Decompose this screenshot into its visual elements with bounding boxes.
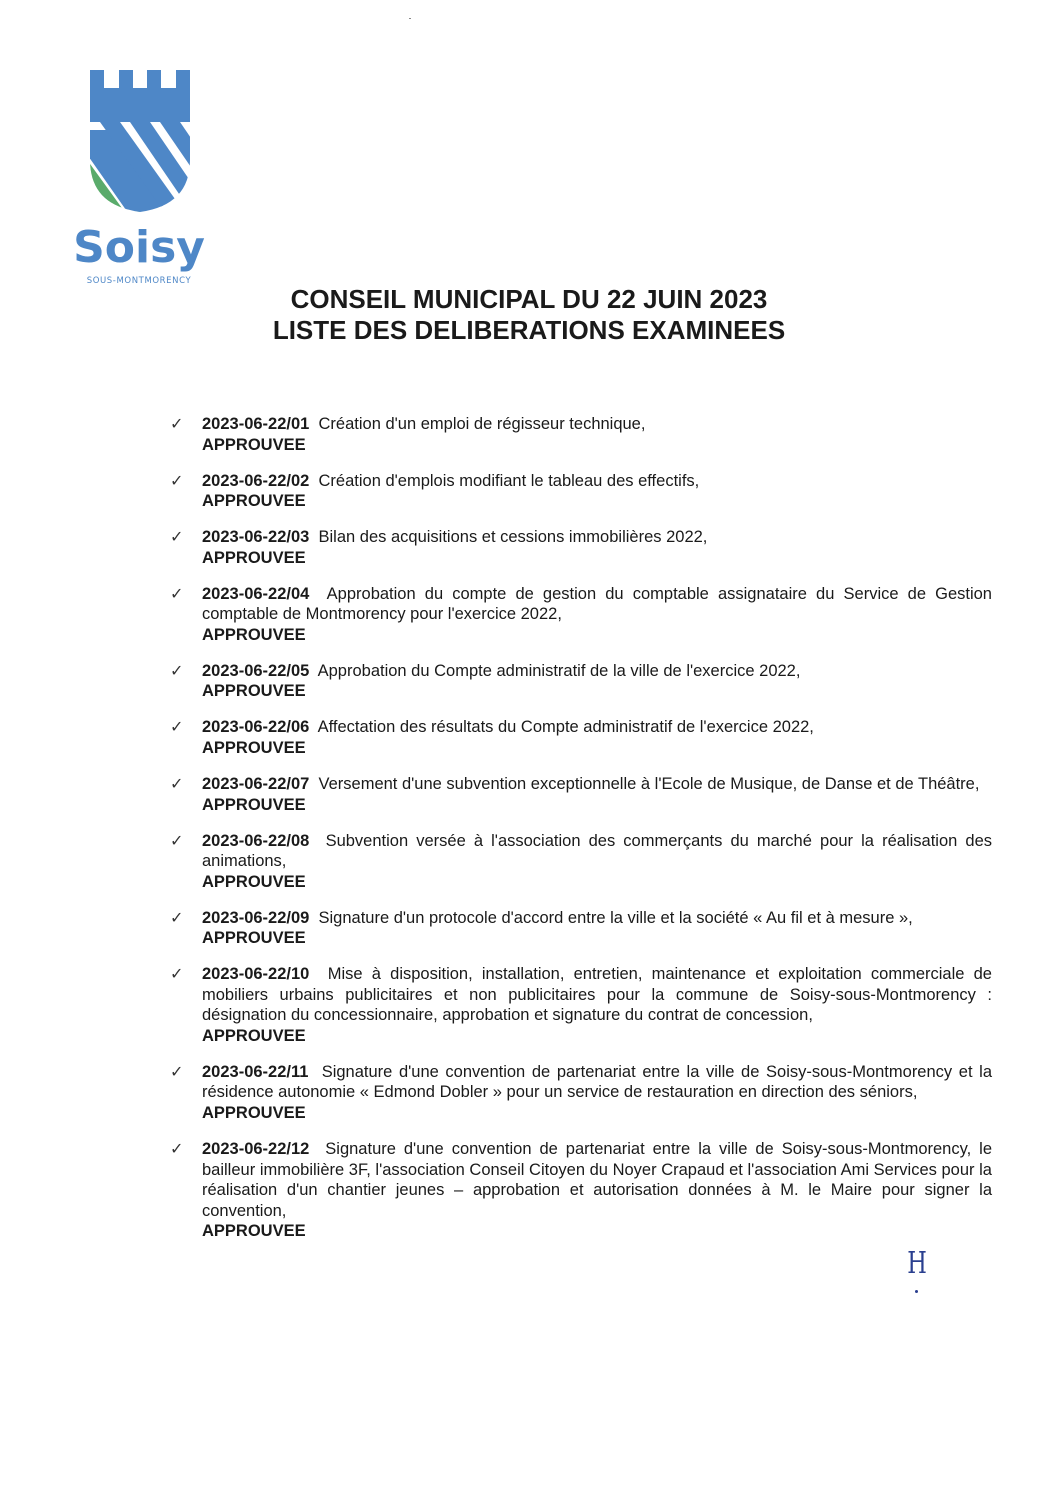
deliberation-description: Affectation des résultats du Compte administratif de l'exercice 2022,: [317, 718, 814, 737]
deliberation-text-block: [202, 584, 992, 625]
checkmark-icon: ✓: [170, 529, 184, 547]
deliberation-status: APPROUVEE: [202, 682, 306, 701]
deliberation-description: Approbation du compte de gestion du comptable assignataire du Service de Gestion comptable de Montmorency pour l'exercice 2022,: [202, 584, 992, 624]
deliberation-ref: 2023-06-22/04: [202, 584, 310, 603]
deliberation-status: APPROUVEE: [202, 1103, 306, 1122]
deliberation-item: [168, 527, 992, 568]
deliberation-description: Bilan des acquisitions et cessions immobilières 2022,: [318, 528, 708, 547]
deliberation-item: [168, 774, 992, 815]
deliberation-text-block: [202, 831, 992, 872]
checkmark-icon: ✓: [170, 1063, 184, 1081]
deliberation-item: [168, 831, 992, 893]
deliberation-item: [168, 471, 992, 512]
initial-dot: [915, 1290, 918, 1293]
document-title: [0, 284, 1058, 346]
deliberation-description: Signature d'une convention de partenariat entre la ville de Soisy-sous-Montmorency et la résidence autonomie « Edmond Dobler » pour un service de restauration en direction des séniors,: [202, 1062, 993, 1102]
deliberation-description: Signature d'une convention de partenariat entre la ville de Soisy-sous-Montmorency, le bailleur immobilière 3F, l'association Conseil Citoyen du Noyer Crapaud et l'association Ami Services pour la réalisation d'un chantier jeunes – approbation et autorisation données à M. le Maire pour signer la convention,: [202, 1140, 993, 1220]
deliberation-item: [168, 1139, 992, 1242]
deliberation-text-block: [202, 471, 992, 492]
deliberation-status: APPROUVEE: [202, 435, 306, 454]
deliberation-ref: 2023-06-22/09: [202, 908, 310, 927]
castle-emblem-icon: [90, 70, 190, 220]
deliberation-description: Signature d'un protocole d'accord entre la ville et la société « Au fil et à mesure »,: [318, 908, 913, 927]
deliberation-text-block: [202, 774, 992, 795]
deliberation-status: APPROUVEE: [202, 625, 306, 644]
deliberation-item: [168, 584, 992, 646]
deliberation-text-block: [202, 964, 992, 1026]
deliberation-text-block: [202, 414, 992, 435]
title-line-2: LISTE DES DELIBERATIONS EXAMINEES: [272, 315, 786, 345]
checkmark-icon: ✓: [170, 416, 184, 433]
handwritten-initial: H: [907, 1246, 927, 1281]
deliberation-item: [168, 1062, 992, 1124]
deliberation-status: APPROUVEE: [202, 1222, 306, 1241]
checkmark-icon: ✓: [170, 909, 184, 927]
deliberation-ref: 2023-06-22/12: [202, 1140, 310, 1159]
deliberation-status: APPROUVEE: [202, 1026, 306, 1045]
deliberation-description: Subvention versée à l'association des commerçants du marché pour la réalisation des animations,: [202, 831, 993, 871]
deliberation-ref: 2023-06-22/06: [202, 718, 310, 737]
deliberation-item: [168, 717, 992, 758]
checkmark-icon: ✓: [170, 776, 184, 794]
checkmark-icon: ✓: [170, 585, 184, 603]
checkmark-icon: ✓: [170, 719, 184, 737]
deliberation-status: APPROUVEE: [202, 795, 306, 814]
deliberation-text-block: [202, 717, 992, 738]
deliberation-ref: 2023-06-22/10: [202, 965, 310, 984]
deliberation-description: Approbation du Compte administratif de la ville de l'exercice 2022,: [317, 661, 801, 680]
deliberation-text-block: [202, 527, 992, 548]
deliberations-list: [168, 414, 992, 1257]
deliberation-text-block: [202, 661, 992, 682]
deliberation-ref: 2023-06-22/02: [202, 471, 310, 490]
checkmark-icon: ✓: [170, 832, 184, 850]
deliberation-ref: 2023-06-22/11: [202, 1062, 309, 1081]
deliberation-description: Versement d'une subvention exceptionnelle à l'Ecole de Musique, de Danse et de Théâtre,: [318, 775, 980, 794]
deliberation-status: APPROUVEE: [202, 738, 306, 757]
deliberation-description: Création d'emplois modifiant le tableau des effectifs,: [318, 471, 700, 490]
deliberation-status: APPROUVEE: [202, 929, 306, 948]
deliberation-item: [168, 414, 992, 455]
checkmark-icon: ✓: [170, 662, 184, 680]
checkmark-icon: ✓: [170, 472, 184, 490]
deliberation-item: [168, 908, 992, 949]
deliberation-status: APPROUVEE: [202, 548, 306, 567]
deliberation-item: [168, 661, 992, 702]
soisy-logo: [72, 68, 212, 288]
deliberation-status: APPROUVEE: [202, 492, 306, 511]
deliberation-status: APPROUVEE: [202, 872, 306, 891]
deliberation-text-block: [202, 1139, 992, 1221]
deliberation-item: [168, 964, 992, 1046]
logo-wordmark: Soisy: [73, 222, 205, 273]
logo-subtitle: SOUS-MONTMORENCY: [86, 276, 192, 286]
deliberation-ref: 2023-06-22/05: [202, 661, 310, 680]
deliberation-ref: 2023-06-22/01: [202, 415, 310, 433]
deliberation-ref: 2023-06-22/03: [202, 528, 310, 547]
deliberation-ref: 2023-06-22/07: [202, 775, 310, 794]
deliberation-description: Création d'un emploi de régisseur technique,: [318, 415, 646, 433]
deliberation-description: Mise à disposition, installation, entretien, maintenance et exploitation commerciale de mobiliers urbains publicitaires et non publicitaires pour la commune de Soisy-sous-Montmorency : désignation du concessionnaire, approbation et signature du contrat de concession,: [202, 965, 992, 1025]
deliberation-text-block: [202, 908, 992, 929]
title-line-1: CONSEIL MUNICIPAL DU 22 JUIN 2023: [290, 284, 768, 314]
checkmark-icon: ✓: [170, 966, 184, 984]
deliberation-text-block: [202, 1062, 992, 1103]
deliberation-ref: 2023-06-22/08: [202, 831, 310, 850]
scan-artifact: [409, 18, 411, 19]
checkmark-icon: ✓: [170, 1141, 184, 1159]
